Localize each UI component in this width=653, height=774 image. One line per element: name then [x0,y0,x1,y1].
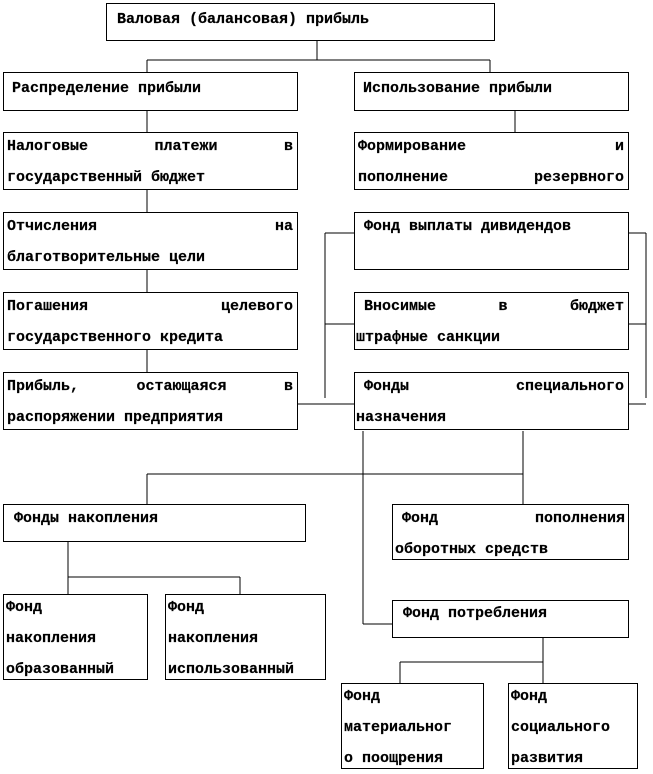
box-charity: Отчисления на благотворительные цели [3,212,298,270]
box-special-funds: Фонды специального назначения [354,372,629,430]
box-retained-profit: Прибыль, остающаяся в распоряжении предприятия [3,372,298,430]
box-material-incentive: Фонд материальног о поощрения [341,683,484,769]
box-accumulation-used: Фонд накопления использованный [165,594,326,680]
box-accumulation-funds: Фонды накопления [3,504,306,542]
box-distribution: Распределение прибыли [3,72,298,111]
box-accumulation-formed: Фонд накопления образованный [3,594,148,680]
box-dividend-fund: Фонд выплаты дивидендов [354,212,629,270]
box-gross-profit: Валовая (балансовая) прибыль [106,3,495,41]
box-usage: Использование прибыли [354,72,629,111]
box-consumption-fund: Фонд потребления [392,600,629,638]
box-credit-repayment: Погашения целевого государственного кредита [3,292,298,350]
box-social-development: Фонд социального развития [508,683,638,769]
box-tax-payments: Налоговые платежи в государственный бюджет [3,132,298,190]
box-reserve-fund: Формирование и пополнение резервного [354,132,629,190]
box-penalties: Вносимые в бюджет штрафные санкции [354,292,629,350]
box-working-capital-fund: Фонд пополнения оборотных средств [392,504,629,560]
